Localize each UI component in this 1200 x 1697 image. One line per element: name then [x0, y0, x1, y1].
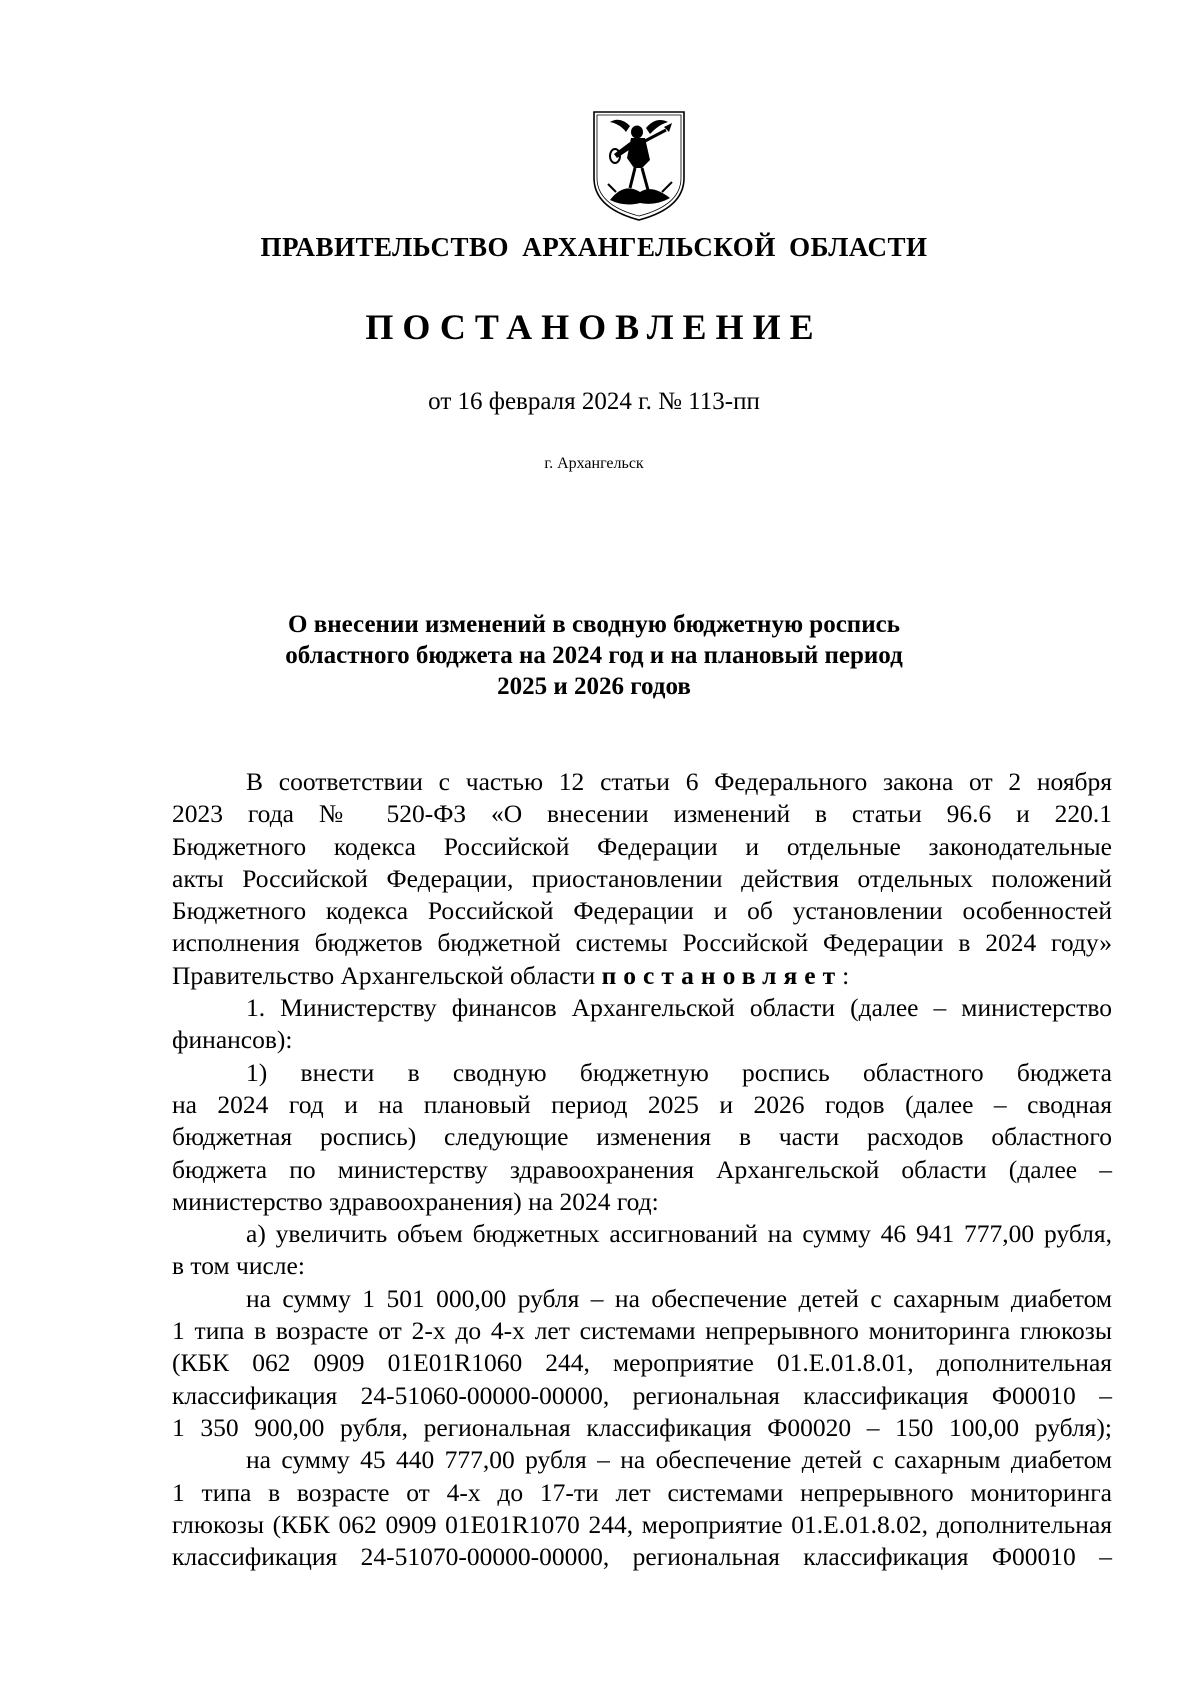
body-line: [172, 960, 1112, 992]
body-line: 1 типа в возрасте от 2-х до 4-х лет системами непрерывного мониторинга глюкозы: [172, 1316, 1112, 1346]
body-line: на сумму 1 501 000,00 рубля – на обеспечение детей с сахарным диабетом: [246, 1283, 1112, 1313]
body-line: Бюджетного кодекса Российской Федерации и отдельные законодательные: [172, 831, 1112, 861]
body-text: Правительство Архангельской области: [172, 960, 596, 990]
document-body: [172, 766, 1112, 1573]
document-type: ПОСТАНОВЛЕНИЕ: [365, 307, 823, 347]
body-line: классификация 24-51060-00000-00000, региональная классификация Ф00010 –: [172, 1380, 1112, 1410]
document-city: г. Архангельск: [544, 455, 644, 472]
body-line: 2023 года № 520-ФЗ «О внесении изменений в статьи 96.6 и 220.1: [172, 799, 1112, 829]
body-line: финансов):: [172, 1025, 293, 1055]
organization-name: ПРАВИТЕЛЬСТВО АРХАНГЕЛЬСКОЙ ОБЛАСТИ: [260, 232, 928, 262]
body-line: 1) внести в сводную бюджетную роспись областного бюджета: [246, 1057, 1112, 1087]
body-line: 1 350 900,00 рубля, региональная классификация Ф00020 – 150 100,00 рубля);: [172, 1412, 1112, 1442]
title-line: областного бюджета на 2024 год и на плановый период: [285, 642, 903, 669]
body-line: В соответствии с частью 12 статьи 6 Федерального закона от 2 ноября: [246, 767, 1112, 796]
body-line: глюкозы (КБК 062 0909 01Е01R1070 244, мероприятие 01.Е.01.8.02, дополнительная: [172, 1509, 1112, 1539]
body-line: на 2024 год и на плановый период 2025 и 2026 годов (далее – сводная: [172, 1089, 1112, 1119]
body-line: классификация 24-51070-00000-00000, региональная классификация Ф00010 –: [172, 1542, 1112, 1572]
body-line: (КБК 062 0909 01Е01R1060 244, мероприятие 01.Е.01.8.01, дополнительная: [172, 1348, 1112, 1378]
body-line: 1 типа в возрасте от 4-х до 17-ти лет системами непрерывного мониторинга: [172, 1477, 1112, 1507]
body-line: а) увеличить объем бюджетных ассигнований на сумму 46 941 777,00 рубля,: [246, 1219, 1112, 1249]
body-text: :: [842, 960, 850, 990]
body-line: акты Российской Федерации, приостановлении действия отдельных положений: [172, 863, 1112, 893]
title-line: О внесении изменений в сводную бюджетную роспись: [288, 611, 900, 638]
body-line: исполнения бюджетов бюджетной системы Российской Федерации в 2024 году»: [172, 928, 1112, 958]
body-line: в том числе:: [172, 1251, 305, 1281]
body-line: бюджетная роспись) следующие изменения в части расходов областного: [172, 1122, 1112, 1152]
body-line: Бюджетного кодекса Российской Федерации и об установлении особенностей: [172, 896, 1112, 926]
resolve-word: постановляет: [601, 960, 843, 990]
coat-of-arms-emblem: [590, 108, 688, 224]
body-line: бюджета по министерству здравоохранения Архангельской области (далее –: [172, 1154, 1112, 1184]
document-date-number: от 16 февраля 2024 г. № 113-пп: [428, 388, 760, 415]
document-title: [0, 609, 1188, 702]
body-line: министерство здравоохранения) на 2024 год:: [172, 1186, 659, 1216]
body-line: 1. Министерству финансов Архангельской области (далее – министерство: [246, 993, 1112, 1023]
title-line: 2025 и 2026 годов: [497, 673, 691, 700]
body-line: на сумму 45 440 777,00 рубля – на обеспечение детей с сахарным диабетом: [246, 1445, 1112, 1475]
